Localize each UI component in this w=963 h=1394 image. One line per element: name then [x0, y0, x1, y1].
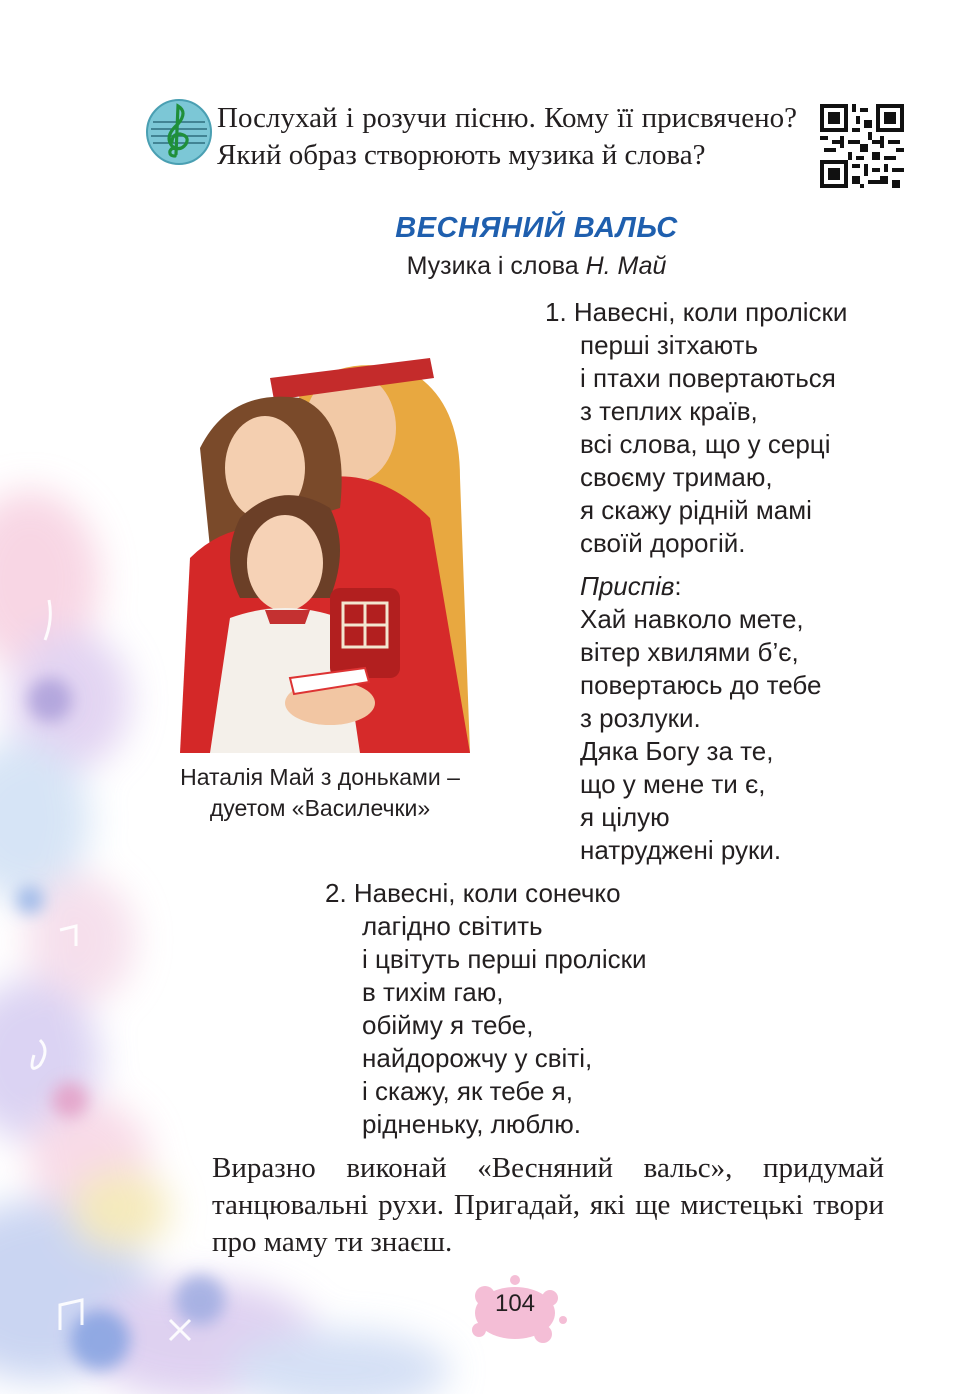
- caption-line-2: дуетом «Василечки»: [209, 795, 431, 821]
- verse-line: з теплих країв,: [580, 396, 758, 426]
- task-intro: Послухай і розучи пісню. Кому її присвячено? Який образ створюють музика й слова?: [217, 102, 797, 171]
- qr-code[interactable]: [820, 104, 904, 188]
- verse-line: в тихім гаю,: [362, 977, 504, 1007]
- refrain-line: що у мене ти є,: [580, 769, 766, 799]
- treble-clef-icon: [145, 98, 213, 166]
- verse-line: найдорожчу у світі,: [362, 1043, 593, 1073]
- refrain-line: я цілую: [580, 802, 670, 832]
- verse-line: своєму тримаю,: [580, 462, 773, 492]
- verse-line: і цвітуть перші проліски: [362, 944, 647, 974]
- verse-2: [325, 877, 647, 1141]
- refrain: [580, 570, 821, 867]
- refrain-line: з розлуки.: [580, 703, 701, 733]
- caption-line-1: Наталія Май з доньками –: [180, 764, 460, 790]
- refrain-line: Хай навколо мете,: [580, 604, 804, 634]
- verse-line: 1. Навесні, коли проліски: [545, 297, 848, 327]
- family-photo: [180, 348, 477, 753]
- verse-line: я скажу рідній мамі: [580, 495, 812, 525]
- page-number: 104: [494, 1290, 536, 1317]
- verse-line: і скажу, як тебе я,: [362, 1076, 573, 1106]
- refrain-line: вітер хвилями б’є,: [580, 637, 799, 667]
- photo-caption: [130, 762, 510, 824]
- verse-line: лагідно світить: [362, 911, 543, 941]
- verse-line: 2. Навесні, коли сонечко: [325, 878, 621, 908]
- verse-line: всі слова, що у серці: [580, 429, 831, 459]
- refrain-line: Дяка Богу за те,: [580, 736, 774, 766]
- verse-line: рідненьку, люблю.: [362, 1109, 581, 1139]
- verse-line: перші зітхають: [580, 330, 759, 360]
- song-author: Н. Май: [585, 252, 667, 280]
- song-title-text: ВЕСНЯНИЙ ВАЛЬС: [395, 212, 678, 244]
- verse-line: своїй дорогій.: [580, 528, 746, 558]
- refrain-label: Приспів: [580, 571, 675, 601]
- refrain-line: натруджені руки.: [580, 835, 782, 865]
- refrain-label-line: Приспів:: [580, 571, 682, 601]
- song-title: [0, 212, 963, 245]
- refrain-line: повертаюсь до тебе: [580, 670, 822, 700]
- verse-line: і птахи повертаються: [580, 363, 836, 393]
- final-task: Виразно виконай «Весняний вальс», придумай танцювальні рухи. Пригадай, які ще мистецькі твори про маму ти знаєш.: [212, 1152, 884, 1258]
- verse-1: [545, 296, 847, 560]
- verse-line: обійму я тебе,: [362, 1010, 534, 1040]
- song-subtitle: [0, 252, 963, 281]
- subtitle-prefix: Музика і слова: [406, 252, 579, 280]
